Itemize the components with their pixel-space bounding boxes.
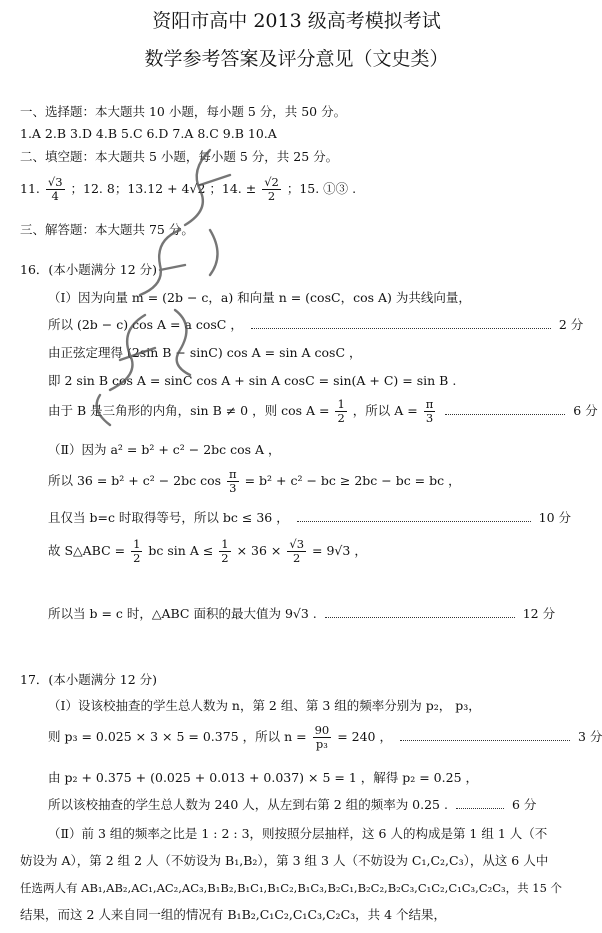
q16-line-7b: = b² + c² − bc ≥ 2bc − bc = bc ，: [244, 473, 461, 488]
q16-line-9-row: [48, 536, 367, 566]
page-title: 资阳市高中 2013 级高考模拟考试: [152, 10, 441, 32]
q17-line-8: 结果，而这 2 人来自同一组的情况有 B₁B₂,C₁C₂,C₁C₃,C₂C₃，共 4 个结果，: [20, 907, 447, 922]
answer-15-text: ；15. ①③ .: [286, 181, 357, 196]
q16-frac-half: $\frac{1}{2}$: [337, 397, 345, 425]
q16-line-7a: 所以 36 = b² + c² − 2bc cos: [48, 473, 222, 488]
q16-line-9a: 故 S△ABC =: [48, 543, 126, 558]
q16-line-2: 所以 (2b − c) cos A = a cosC ，: [48, 317, 243, 332]
q17-line-3: 由 p₂ + 0.375 + (0.025 + 0.013 + 0.037) × 5 = 1 ，解得 p₂ = 0.25 ，: [48, 770, 478, 785]
q16-line-9c: × 36 ×: [236, 543, 282, 558]
q17-line-1: （Ⅰ）设该校抽查的学生总人数为 n，第 2 组、第 3 组的频率分别为 p₂， p₃，: [48, 698, 481, 713]
q17-score-6: 6 分: [511, 797, 537, 812]
q16-line-10-row: [48, 606, 555, 622]
section-fill-heading: 二、填空题：本大题共 5 小题，每小题 5 分，共 25 分。: [20, 149, 339, 164]
q16-line-5b: ，所以 A =: [352, 403, 418, 418]
q16-frac-pi-3: $\frac{\pi}{3}$: [425, 397, 434, 425]
q16-line-2-row: [48, 317, 584, 333]
q16-line-5a: 由于 B 是三角形的内角，sin B ≠ 0 ，则 cos A =: [48, 403, 330, 418]
q17-line-4-row: [48, 797, 536, 813]
q17-heading: 17．(本小题满分 12 分): [20, 672, 158, 687]
q16-frac-b: $\frac{1}{2}$: [221, 537, 229, 565]
q17-frac-n: $\frac{90}{\text{p₃}}$: [314, 723, 330, 751]
leader-dots: [456, 799, 504, 809]
leader-dots: [445, 405, 565, 415]
q16-heading: 16．(本小题满分 12 分): [20, 262, 158, 277]
answer-14-fraction: $\frac{√2}{2}$: [264, 175, 279, 203]
q16-line-3: 由正弦定理得 (2sin B − sinC) cos A = sin A cosC ，: [48, 345, 362, 360]
leader-dots: [297, 512, 531, 522]
q16-line-10: 所以当 b = c 时，△ABC 面积的最大值为 9√3 .: [48, 606, 317, 621]
answer-12-14-text: ；12. 8；13.12 + 4√2 ；14. ±: [70, 181, 257, 196]
q16-frac-pi-3b: $\frac{\pi}{3}$: [229, 467, 237, 495]
page-subtitle: 数学参考答案及评分意见（文史类）: [144, 48, 449, 70]
q16-line-4: 即 2 sin B cos A = sinC cos A + sin A cosC = sin(A + C) = sin B .: [48, 373, 457, 388]
q16-score-6: 6 分: [573, 403, 598, 418]
section-solve-heading: 三、解答题：本大题共 75 分。: [20, 222, 194, 237]
q16-score-12: 12 分: [522, 606, 556, 621]
q16-score-2: 2 分: [558, 317, 584, 332]
q17-line-5: （Ⅱ）前 3 组的频率之比是 1 : 2 : 3，则按照分层抽样，这 6 人的构成是第 1 组 1 人（不: [48, 826, 548, 841]
q16-line-6: （Ⅱ）因为 a² = b² + c² − 2bc cos A ，: [48, 442, 281, 457]
q16-line-9b: bc sin A ≤: [148, 543, 214, 558]
q17-line-2a: 则 p₃ = 0.025 × 3 × 5 = 0.375 ，所以 n =: [48, 729, 307, 744]
q17-line-7: 任选两人有 AB₁,AB₂,AC₁,AC₂,AC₃,B₁B₂,B₁C₁,B₁C₂,B₁C₃,B₂C₁,B₂C₂,B₂C₃,C₁C₂,C₁C₃,C₂C₃，共 15 个: [20, 881, 563, 895]
q16-frac-a: $\frac{1}{2}$: [133, 537, 141, 565]
q16-line-1: （Ⅰ）因为向量 m = (2b − c，a) 和向量 n = (cosC，cos A) 为共线向量，: [48, 290, 471, 305]
q16-line-5-row: [48, 396, 598, 426]
q16-line-8: 且仅当 b=c 时取得等号，所以 bc ≤ 36 ，: [48, 510, 289, 525]
q17-line-2-row: [48, 722, 602, 752]
answer-11-label: 11.: [20, 181, 40, 196]
leader-dots: [251, 319, 551, 329]
q16-frac-c: $\frac{√3}{2}$: [289, 537, 305, 565]
q17-score-3: 3 分: [577, 729, 602, 744]
q16-line-7-row: [48, 466, 461, 496]
q17-line-4: 所以该校抽查的学生总人数为 240 人，从左到右第 2 组的频率为 0.25 .: [48, 797, 448, 812]
q16-line-9d: = 9√3 ，: [312, 543, 367, 558]
leader-dots: [325, 608, 515, 618]
fill-answers: [20, 174, 356, 204]
q17-line-6: 妨设为 A），第 2 组 2 人（不妨设为 B₁,B₂），第 3 组 3 人（不妨设为 C₁,C₂,C₃），从这 6 人中: [20, 853, 549, 868]
q17-line-2b: = 240 ，: [337, 729, 392, 744]
q16-line-8-row: [48, 510, 571, 526]
answer-11-fraction: $\frac{√3}{4}$: [47, 175, 63, 203]
choice-answers: 1.A 2.B 3.D 4.B 5.C 6.D 7.A 8.C 9.B 10.A: [20, 126, 277, 141]
section-choice-heading: 一、选择题：本大题共 10 小题，每小题 5 分，共 50 分。: [20, 104, 347, 119]
q16-score-10: 10 分: [538, 510, 572, 525]
leader-dots: [400, 731, 570, 741]
